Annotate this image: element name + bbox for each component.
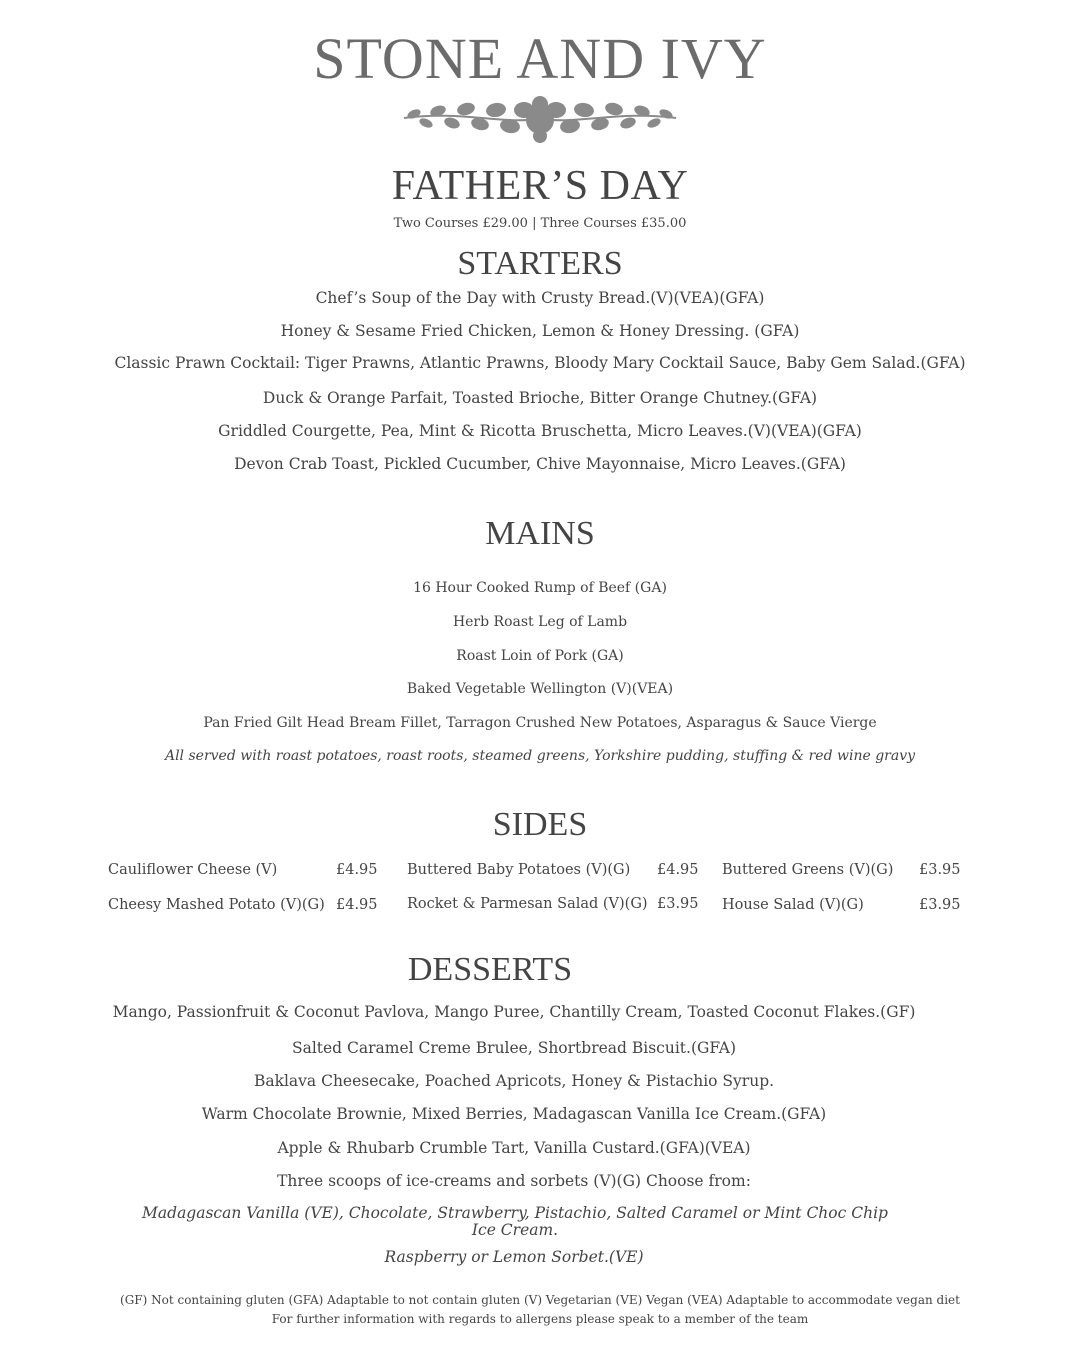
side-item-price: £4.95 — [336, 862, 378, 878]
occasion-title: FATHER’S DAY — [391, 163, 689, 209]
side-item-price: £3.95 — [657, 896, 699, 912]
side-item-name: House Salad (V)(G) — [722, 897, 864, 913]
dessert-item: Salted Caramel Creme Brulee, Shortbread Biscuit.(GFA) — [291, 1039, 737, 1057]
side-item-name: Rocket & Parmesan Salad (V)(G) — [407, 896, 648, 912]
side-item-price: £3.95 — [919, 862, 961, 878]
main-item: Roast Loin of Pork (GA) — [456, 648, 624, 664]
starter-item: Griddled Courgette, Pea, Mint & Ricotta Bruschetta, Micro Leaves.(V)(VEA)(GFA) — [218, 422, 862, 440]
dietary-key: (GF) Not containing gluten (GFA) Adaptable to not contain gluten (V) Vegetarian (VE) Vegan (VEA) Adaptable to accommodate vegan diet — [120, 1293, 960, 1307]
brand-title: STONE AND IVY — [313, 26, 767, 91]
starters-heading: STARTERS — [457, 245, 623, 282]
side-item-price: £4.95 — [657, 862, 699, 878]
side-item-price: £4.95 — [336, 897, 378, 913]
allergen-note: For further information with regards to allergens please speak to a member of the team — [271, 1312, 809, 1326]
side-item-name: Buttered Greens (V)(G) — [722, 862, 894, 878]
mains-heading: MAINS — [485, 515, 595, 552]
side-item-name: Cauliflower Cheese (V) — [108, 862, 278, 878]
starter-item: Chef’s Soup of the Day with Crusty Bread.(V)(VEA)(GFA) — [315, 289, 765, 307]
dessert-item: Three scoops of ice-creams and sorbets (V)(G) Choose from: — [277, 1172, 751, 1190]
desserts-heading: DESSERTS — [407, 951, 573, 988]
main-item: 16 Hour Cooked Rump of Beef (GA) — [413, 580, 667, 596]
dessert-item: Mango, Passionfruit & Coconut Pavlova, Mango Puree, Chantilly Cream, Toasted Coconut Flakes.(GF) — [112, 1003, 916, 1021]
dessert-item: Apple & Rhubarb Crumble Tart, Vanilla Custard.(GFA)(VEA) — [277, 1139, 751, 1157]
starter-item: Honey & Sesame Fried Chicken, Lemon & Honey Dressing. (GFA) — [280, 322, 800, 340]
mains-serving-note: All served with roast potatoes, roast roots, steamed greens, Yorkshire pudding, stuffing & red wine gravy — [164, 748, 916, 764]
ivy-leaf-garland-icon — [400, 96, 680, 144]
side-item-name: Cheesy Mashed Potato (V)(G) — [108, 897, 325, 913]
side-item-price: £3.95 — [919, 897, 961, 913]
starter-item: Devon Crab Toast, Pickled Cucumber, Chive Mayonnaise, Micro Leaves.(GFA) — [234, 455, 846, 473]
course-pricing: Two Courses £29.00 | Three Courses £35.00 — [393, 216, 687, 231]
ice-cream-options: Madagascan Vanilla (VE), Chocolate, Strawberry, Pistachio, Salted Caramel or Mint Choc Chip Ice Cream. — [142, 1204, 888, 1240]
sides-heading: SIDES — [492, 806, 588, 843]
starter-item: Duck & Orange Parfait, Toasted Brioche, Bitter Orange Chutney.(GFA) — [262, 389, 818, 407]
main-item: Pan Fried Gilt Head Bream Fillet, Tarragon Crushed New Potatoes, Asparagus & Sauce Vierge — [203, 715, 877, 731]
dessert-item: Baklava Cheesecake, Poached Apricots, Honey & Pistachio Syrup. — [253, 1072, 775, 1090]
main-item: Baked Vegetable Wellington (V)(VEA) — [406, 681, 674, 697]
starter-item: Classic Prawn Cocktail: Tiger Prawns, Atlantic Prawns, Bloody Mary Cocktail Sauce, Baby Gem Salad.(GFA) — [114, 354, 966, 372]
dessert-item: Warm Chocolate Brownie, Mixed Berries, Madagascan Vanilla Ice Cream.(GFA) — [201, 1105, 827, 1123]
side-item-name: Buttered Baby Potatoes (V)(G) — [407, 862, 631, 878]
sorbet-options: Raspberry or Lemon Sorbet.(VE) — [384, 1248, 644, 1266]
main-item: Herb Roast Leg of Lamb — [452, 614, 628, 630]
